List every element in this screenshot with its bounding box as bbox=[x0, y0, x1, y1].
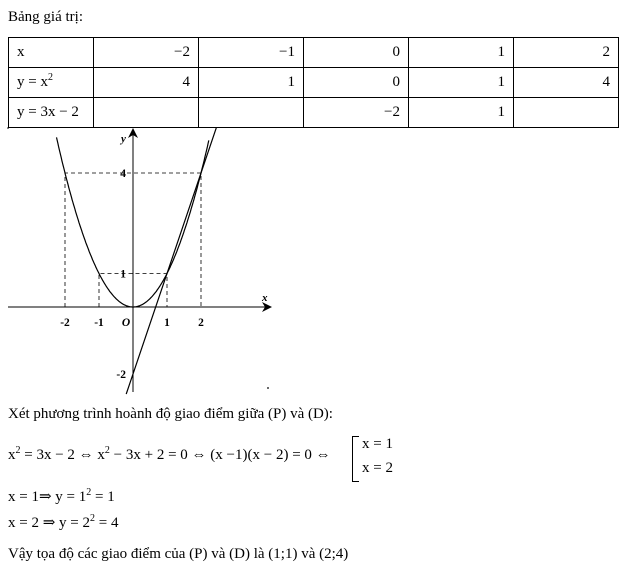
x-tick-label: -1 bbox=[94, 317, 104, 329]
row-label-text: x bbox=[17, 44, 25, 60]
case-1: x = 1 bbox=[362, 436, 393, 452]
x-tick-label: -2 bbox=[60, 317, 70, 329]
linear-line bbox=[126, 128, 216, 394]
sol1-b: = 1 bbox=[91, 489, 115, 505]
sol1-a: x = 1⇒ y = 1 bbox=[8, 489, 87, 505]
y-tick-label: 4 bbox=[120, 168, 126, 180]
sol2-b: = 4 bbox=[95, 515, 119, 531]
table-cell: 4 bbox=[94, 68, 199, 98]
table-cell: −1 bbox=[199, 38, 304, 68]
eq-sup-b: 2 bbox=[104, 445, 110, 456]
case-bracket bbox=[352, 436, 359, 482]
eq-part-a: x bbox=[8, 447, 16, 463]
table-cell: 1 bbox=[409, 98, 514, 128]
y-tick-label: 1 bbox=[120, 268, 126, 281]
table-cell: 0 bbox=[304, 38, 409, 68]
table-cell: 2 bbox=[514, 38, 619, 68]
row-label-exponent: 2 bbox=[47, 72, 53, 83]
table-cell: 4 bbox=[514, 68, 619, 98]
eq-sup-a: 2 bbox=[15, 445, 21, 456]
stray-dot bbox=[7, 127, 9, 129]
table-cell: 1 bbox=[409, 38, 514, 68]
sol2-sup: 2 bbox=[90, 513, 95, 524]
table-cell: −2 bbox=[94, 38, 199, 68]
equation-line bbox=[8, 447, 331, 464]
x-tick-label: 1 bbox=[164, 317, 170, 329]
table-heading: Bảng giá trị: bbox=[8, 9, 83, 25]
y-axis-label: y bbox=[121, 133, 126, 145]
table-cell: 1 bbox=[199, 68, 304, 98]
table-cell: 0 bbox=[304, 68, 409, 98]
table-cell: 1 bbox=[409, 68, 514, 98]
x-tick-label: 2 bbox=[198, 317, 204, 329]
sol2-a: x = 2 ⇒ y = 2 bbox=[8, 515, 90, 531]
row-label-text: y = x bbox=[17, 74, 48, 90]
eq-part-c: − 3x + 2 = 0 ⇔ (x −1)(x − 2) = 0 ⇔ bbox=[109, 447, 331, 463]
stray-dot bbox=[267, 387, 269, 389]
x-tick-label: O bbox=[121, 317, 131, 329]
eq-part-b: = 3x − 2 ⇔ x bbox=[20, 447, 105, 463]
case-2: x = 2 bbox=[362, 460, 393, 476]
y-tick-label: -2 bbox=[116, 369, 126, 381]
intro-text: Xét phương trình hoành độ giao điểm giữa (P) và (D): bbox=[8, 406, 333, 422]
solution-line-2 bbox=[8, 513, 118, 532]
conclusion-text: Vậy tọa độ các giao điểm của (P) và (D) là (1;1) và (2;4) bbox=[8, 546, 349, 562]
sol1-sup: 2 bbox=[86, 487, 92, 498]
solution-line-1 bbox=[8, 487, 115, 506]
row-label-text: y = 3x − 2 bbox=[17, 104, 79, 120]
x-axis-label: x bbox=[262, 292, 268, 304]
table-cell: −2 bbox=[304, 98, 409, 128]
